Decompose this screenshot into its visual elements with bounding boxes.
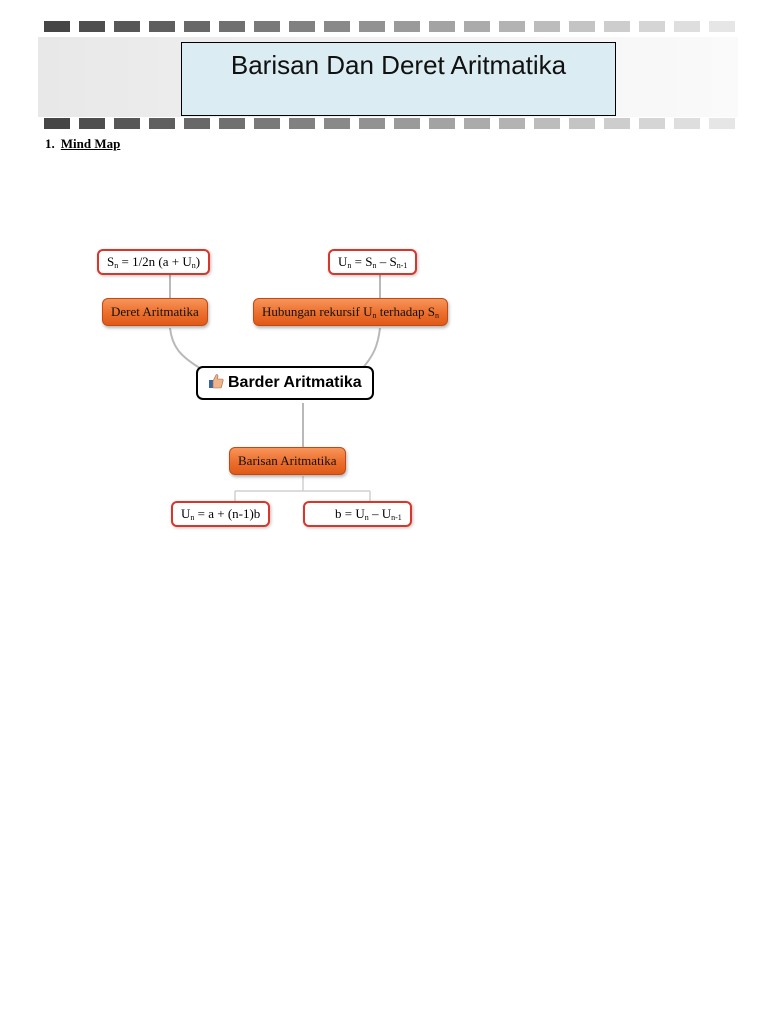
connector-barisan-split bbox=[235, 476, 370, 501]
page-title: Barisan Dan Deret Aritmatika bbox=[230, 50, 567, 80]
formula-sum-of-series: $S_n = 1/2n$ $(a + U_n)$ bbox=[97, 249, 210, 275]
thumbs-up-icon bbox=[208, 373, 224, 389]
topic-barisan-aritmatika bbox=[229, 447, 346, 475]
topic-deret-aritmatika bbox=[102, 298, 208, 326]
connector-central-hubungan bbox=[360, 328, 380, 371]
formula-common-difference: $b = U_n - U_{n-1}$ bbox=[303, 501, 412, 527]
formula-nth-term: $U_n = a + (n-1)b$ bbox=[171, 501, 270, 527]
formula-recursive-term: $U_n = S_n - S_{n-1}$ bbox=[328, 249, 417, 275]
topic-label: Deret Aritmatika bbox=[111, 304, 199, 319]
central-label: Barder Aritmatika bbox=[228, 374, 362, 391]
topic-hubungan-rekursif: Hubungan rekursif $U_n$ terhadap $S_n$ bbox=[253, 298, 448, 326]
connector-central-deret bbox=[170, 328, 205, 371]
section-label: Mind Map bbox=[60, 136, 121, 151]
section-number: 1. bbox=[45, 136, 55, 151]
topic-label: Barisan Aritmatika bbox=[238, 453, 337, 468]
mindmap-central-node bbox=[196, 366, 374, 400]
